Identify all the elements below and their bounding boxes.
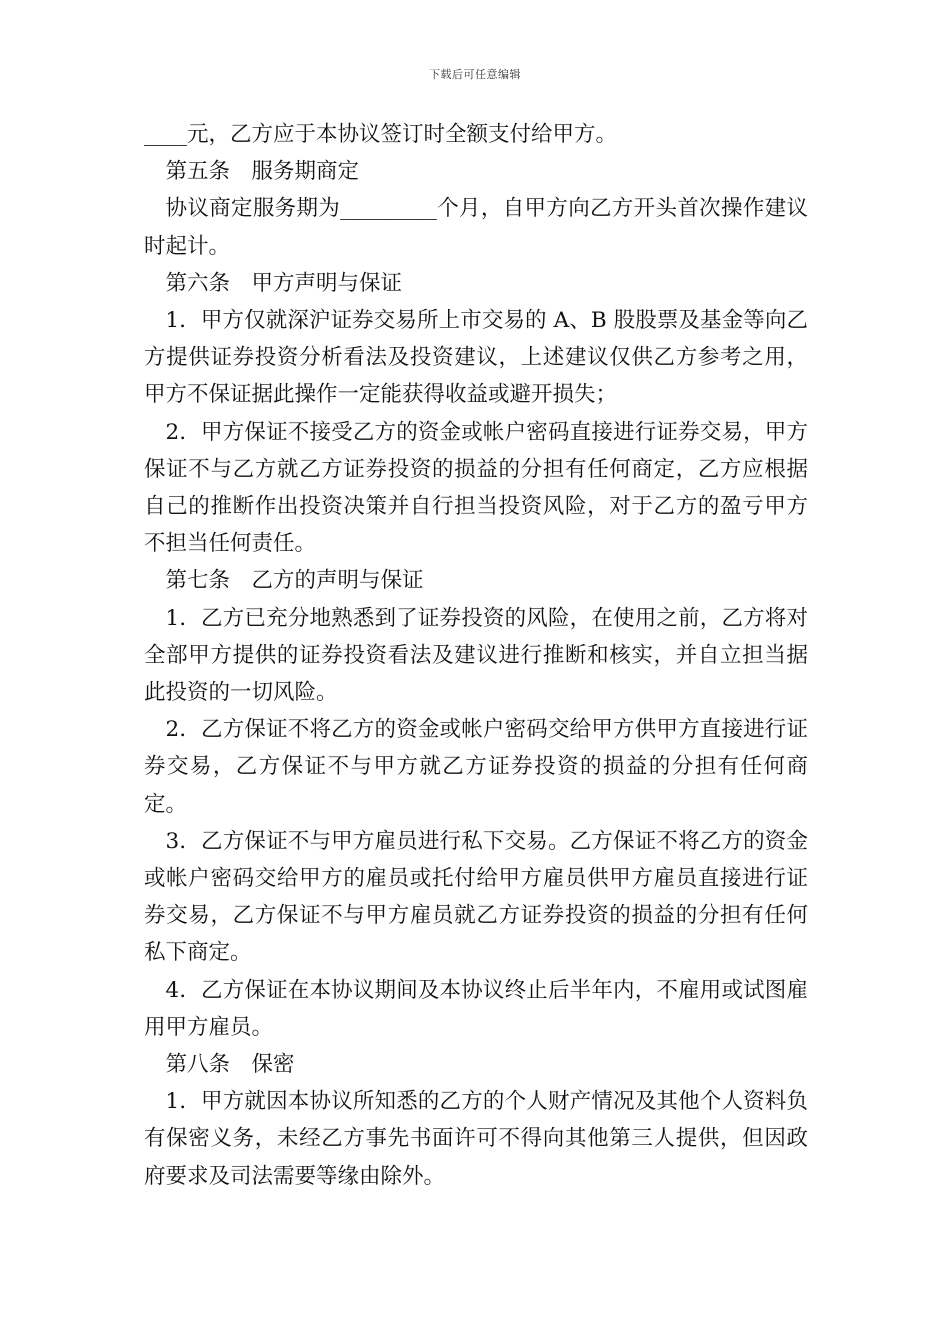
paragraph-service-period: 协议商定服务期为_________个月，自甲方向乙方开头首次操作建议时起计。 bbox=[144, 196, 808, 259]
article-7-item-3: 3．乙方保证不与甲方雇员进行私下交易。乙方保证不将乙方的资金或帐户密码交给甲方的雇员或托付给甲方雇员供甲方雇员直接进行证券交易，乙方保证不与甲方雇员就乙方证券投资的损益的分担有任何私下商定。 bbox=[144, 828, 808, 966]
article-7-item-2: 2．乙方保证不将乙方的资金或帐户密码交给甲方供甲方直接进行证券交易，乙方保证不与甲方就乙方证券投资的损益的分担有任何商定。 bbox=[144, 717, 808, 817]
document-body bbox=[144, 116, 808, 1195]
article-6-heading: 第六条 甲方声明与保证 bbox=[165, 270, 403, 296]
article-7-heading: 第七条 乙方的声明与保证 bbox=[165, 568, 424, 594]
page-header-note: 下载后可任意编辑 bbox=[429, 68, 521, 81]
article-6-item-2: 2．甲方保证不接受乙方的资金或帐户密码直接进行证券交易，甲方保证不与乙方就乙方证券投资的损益的分担有任何商定，乙方应根据自己的推断作出投资决策并自行担当投资风险，对于乙方的盈亏甲方不担当任何责任。 bbox=[144, 419, 808, 557]
paragraph-payment-continuation: ____元，乙方应于本协议签订时全额支付给甲方。 bbox=[144, 122, 618, 147]
article-7-item-1: 1．乙方已充分地熟悉到了证券投资的风险，在使用之前，乙方将对全部甲方提供的证券投资看法及建议进行推断和核实，并自立担当据此投资的一切风险。 bbox=[144, 605, 808, 706]
article-7-item-4: 4．乙方保证在本协议期间及本协议终止后半年内，不雇用或试图雇用甲方雇员。 bbox=[144, 977, 808, 1040]
article-8-item-1: 1．甲方就因本协议所知悉的乙方的个人财产情况及其他个人资料负有保密义务，未经乙方事先书面许可不得向其他第三人提供，但因政府要求及司法需要等缘由除外。 bbox=[144, 1089, 808, 1189]
article-5-heading: 第五条 服务期商定 bbox=[165, 159, 360, 185]
article-8-heading: 第八条 保密 bbox=[165, 1052, 295, 1078]
article-6-item-1: 1．甲方仅就深沪证券交易所上市交易的 A、B 股股票及基金等向乙方提供证券投资分析看法及投资建议，上述建议仅供乙方参考之用，甲方不保证据此操作一定能获得收益或避开损失； bbox=[144, 308, 808, 408]
